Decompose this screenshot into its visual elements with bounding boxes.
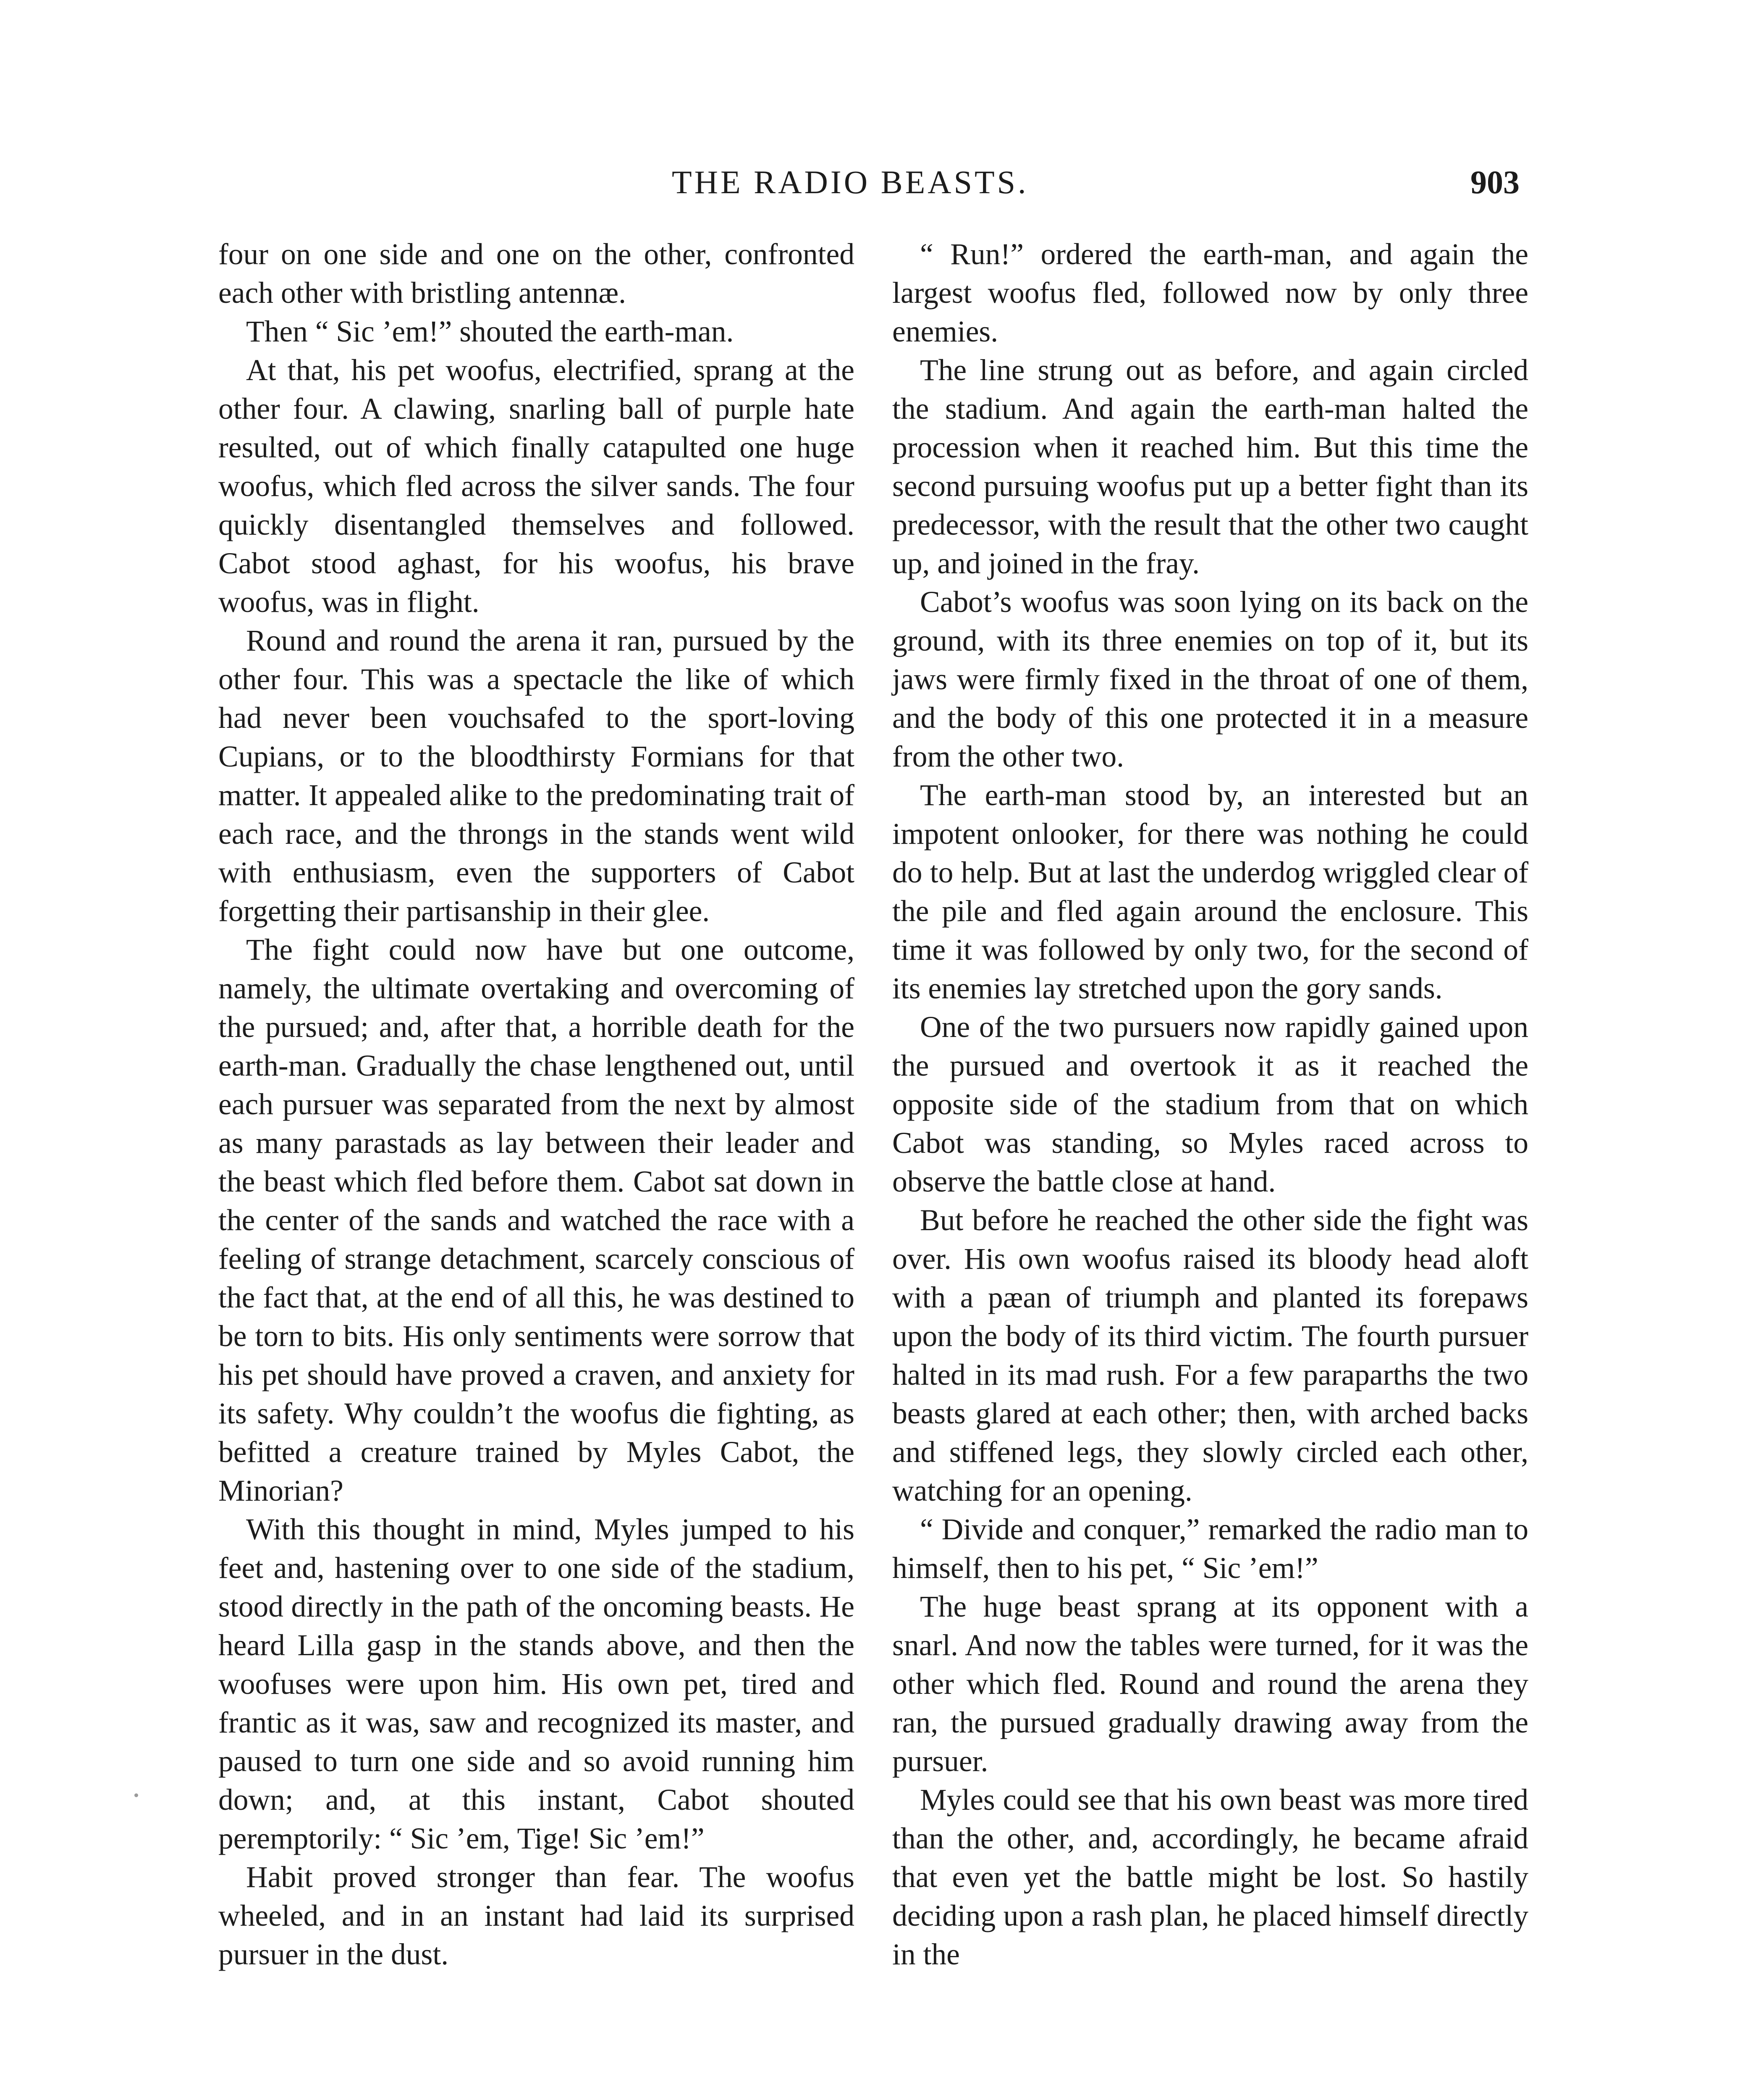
paragraph: The fight could now have but one outcome, namely, the ultimate overtaking and overcoming of the pursued; and, after that, a horrible death for the earth-man. Gradually the chase lengthened out, until each pursuer was separated from the next by almost as many parastads as lay between their leader and the beast which fled before them. Cabot sat down in the center of the sands and watched the race with a feeling of strange detachment, scarcely conscious of the fact that, at the end of all this, he was destined to be torn to bits. His only sentiments were sorrow that his pet should have proved a craven, and anxiety for its safety. Why couldn’t the woofus die fighting, as befitted a creature trained by Myles Cabot, the Minorian? (218, 933, 854, 1507)
paragraph: At that, his pet woofus, electrified, sprang at the other four. A clawing, snarling ball of purple hate resulted, out of which finally catapulted one huge woofus, which fled across the silver sands. The four quickly disentangled themselves and followed. Cabot stood aghast, for his woofus, his brave woofus, was in flight. (218, 354, 854, 619)
paragraph: Then “ Sic ’em!” shouted the earth-man. (246, 315, 734, 348)
right-column (892, 235, 1528, 1974)
running-head: THE RADIO BEASTS. (672, 164, 1029, 200)
page-number: 903 (1470, 164, 1520, 200)
paragraph: four on one side and one on the other, confronted each other with bristling antennæ. (218, 238, 854, 310)
left-column (218, 235, 854, 1974)
paragraph: Round and round the arena it ran, pursued by the other four. This was a spectacle the like of which had never been vouchsafed to the sport-loving Cupians, or to the bloodthirsty Formians for that matter. It appealed alike to the predominating trait of each race, and the throngs in the stands went wild with enthusiasm, even the supporters of Cabot forgetting their partisanship in their glee. (218, 624, 854, 928)
paragraph: The huge beast sprang at its opponent with a snarl. And now the tables were turned, for it was the other which fled. Round and round the arena they ran, the pursued gradually drawing away from the pursuer. (892, 1590, 1528, 1778)
paragraph: Cabot’s woofus was soon lying on its back on the ground, with its three enemies on top of it, but its jaws were firmly fixed in the throat of one of them, and the body of this one protected it in a measure from the other two. (892, 585, 1528, 773)
paragraph: “ Divide and conquer,” remarked the radio man to himself, then to his pet, “ Sic ’em!” (892, 1513, 1528, 1585)
paragraph: One of the two pursuers now rapidly gained upon the pursued and overtook it as it reached the opposite side of the stadium from that on which Cabot was standing, so Myles raced across to observe the battle close at hand. (892, 1011, 1528, 1198)
paragraph: Myles could see that his own beast was more tired than the other, and, accordingly, he became afraid that even yet the battle might be lost. So hastily deciding upon a rash plan, he placed himself directly in the (892, 1783, 1528, 1971)
paragraph: The earth-man stood by, an interested but an impotent onlooker, for there was nothing he could do to help. But at last the underdog wriggled clear of the pile and fled again around the enclosure. This time it was followed by only two, for the second of its enemies lay stretched upon the gory sands. (892, 779, 1528, 1005)
paragraph: The line strung out as before, and again circled the stadium. And again the earth-man halted the procession when it reached him. But this time the second pursuing woofus put up a better fight than its predecessor, with the result that the other two caught up, and joined in the fray. (892, 354, 1528, 580)
print-speck (134, 1793, 138, 1797)
paragraph: With this thought in mind, Myles jumped to his feet and, hastening over to one side of the stadium, stood directly in the path of the oncoming beasts. He heard Lilla gasp in the stands above, and then the woofuses were upon him. His own pet, tired and frantic as it was, saw and recognized its master, and paused to turn one side and so avoid running him down; and, at this instant, Cabot shouted peremptorily: “ Sic ’em, Tige! Sic ’em!” (218, 1513, 854, 1855)
paragraph: Habit proved stronger than fear. The woofus wheeled, and in an instant had laid its surprised pursuer in the dust. (218, 1861, 854, 1971)
paragraph: But before he reached the other side the fight was over. His own woofus raised its bloody head aloft with a pæan of triumph and planted its forepaws upon the body of its third victim. The fourth pursuer halted in its mad rush. For a few paraparths the two beasts glared at each other; then, with arched backs and stiffened legs, they slowly circled each other, watching for an opening. (892, 1204, 1528, 1507)
paragraph: “ Run!” ordered the earth-man, and again the largest woofus fled, followed now by only three enemies. (892, 238, 1528, 348)
